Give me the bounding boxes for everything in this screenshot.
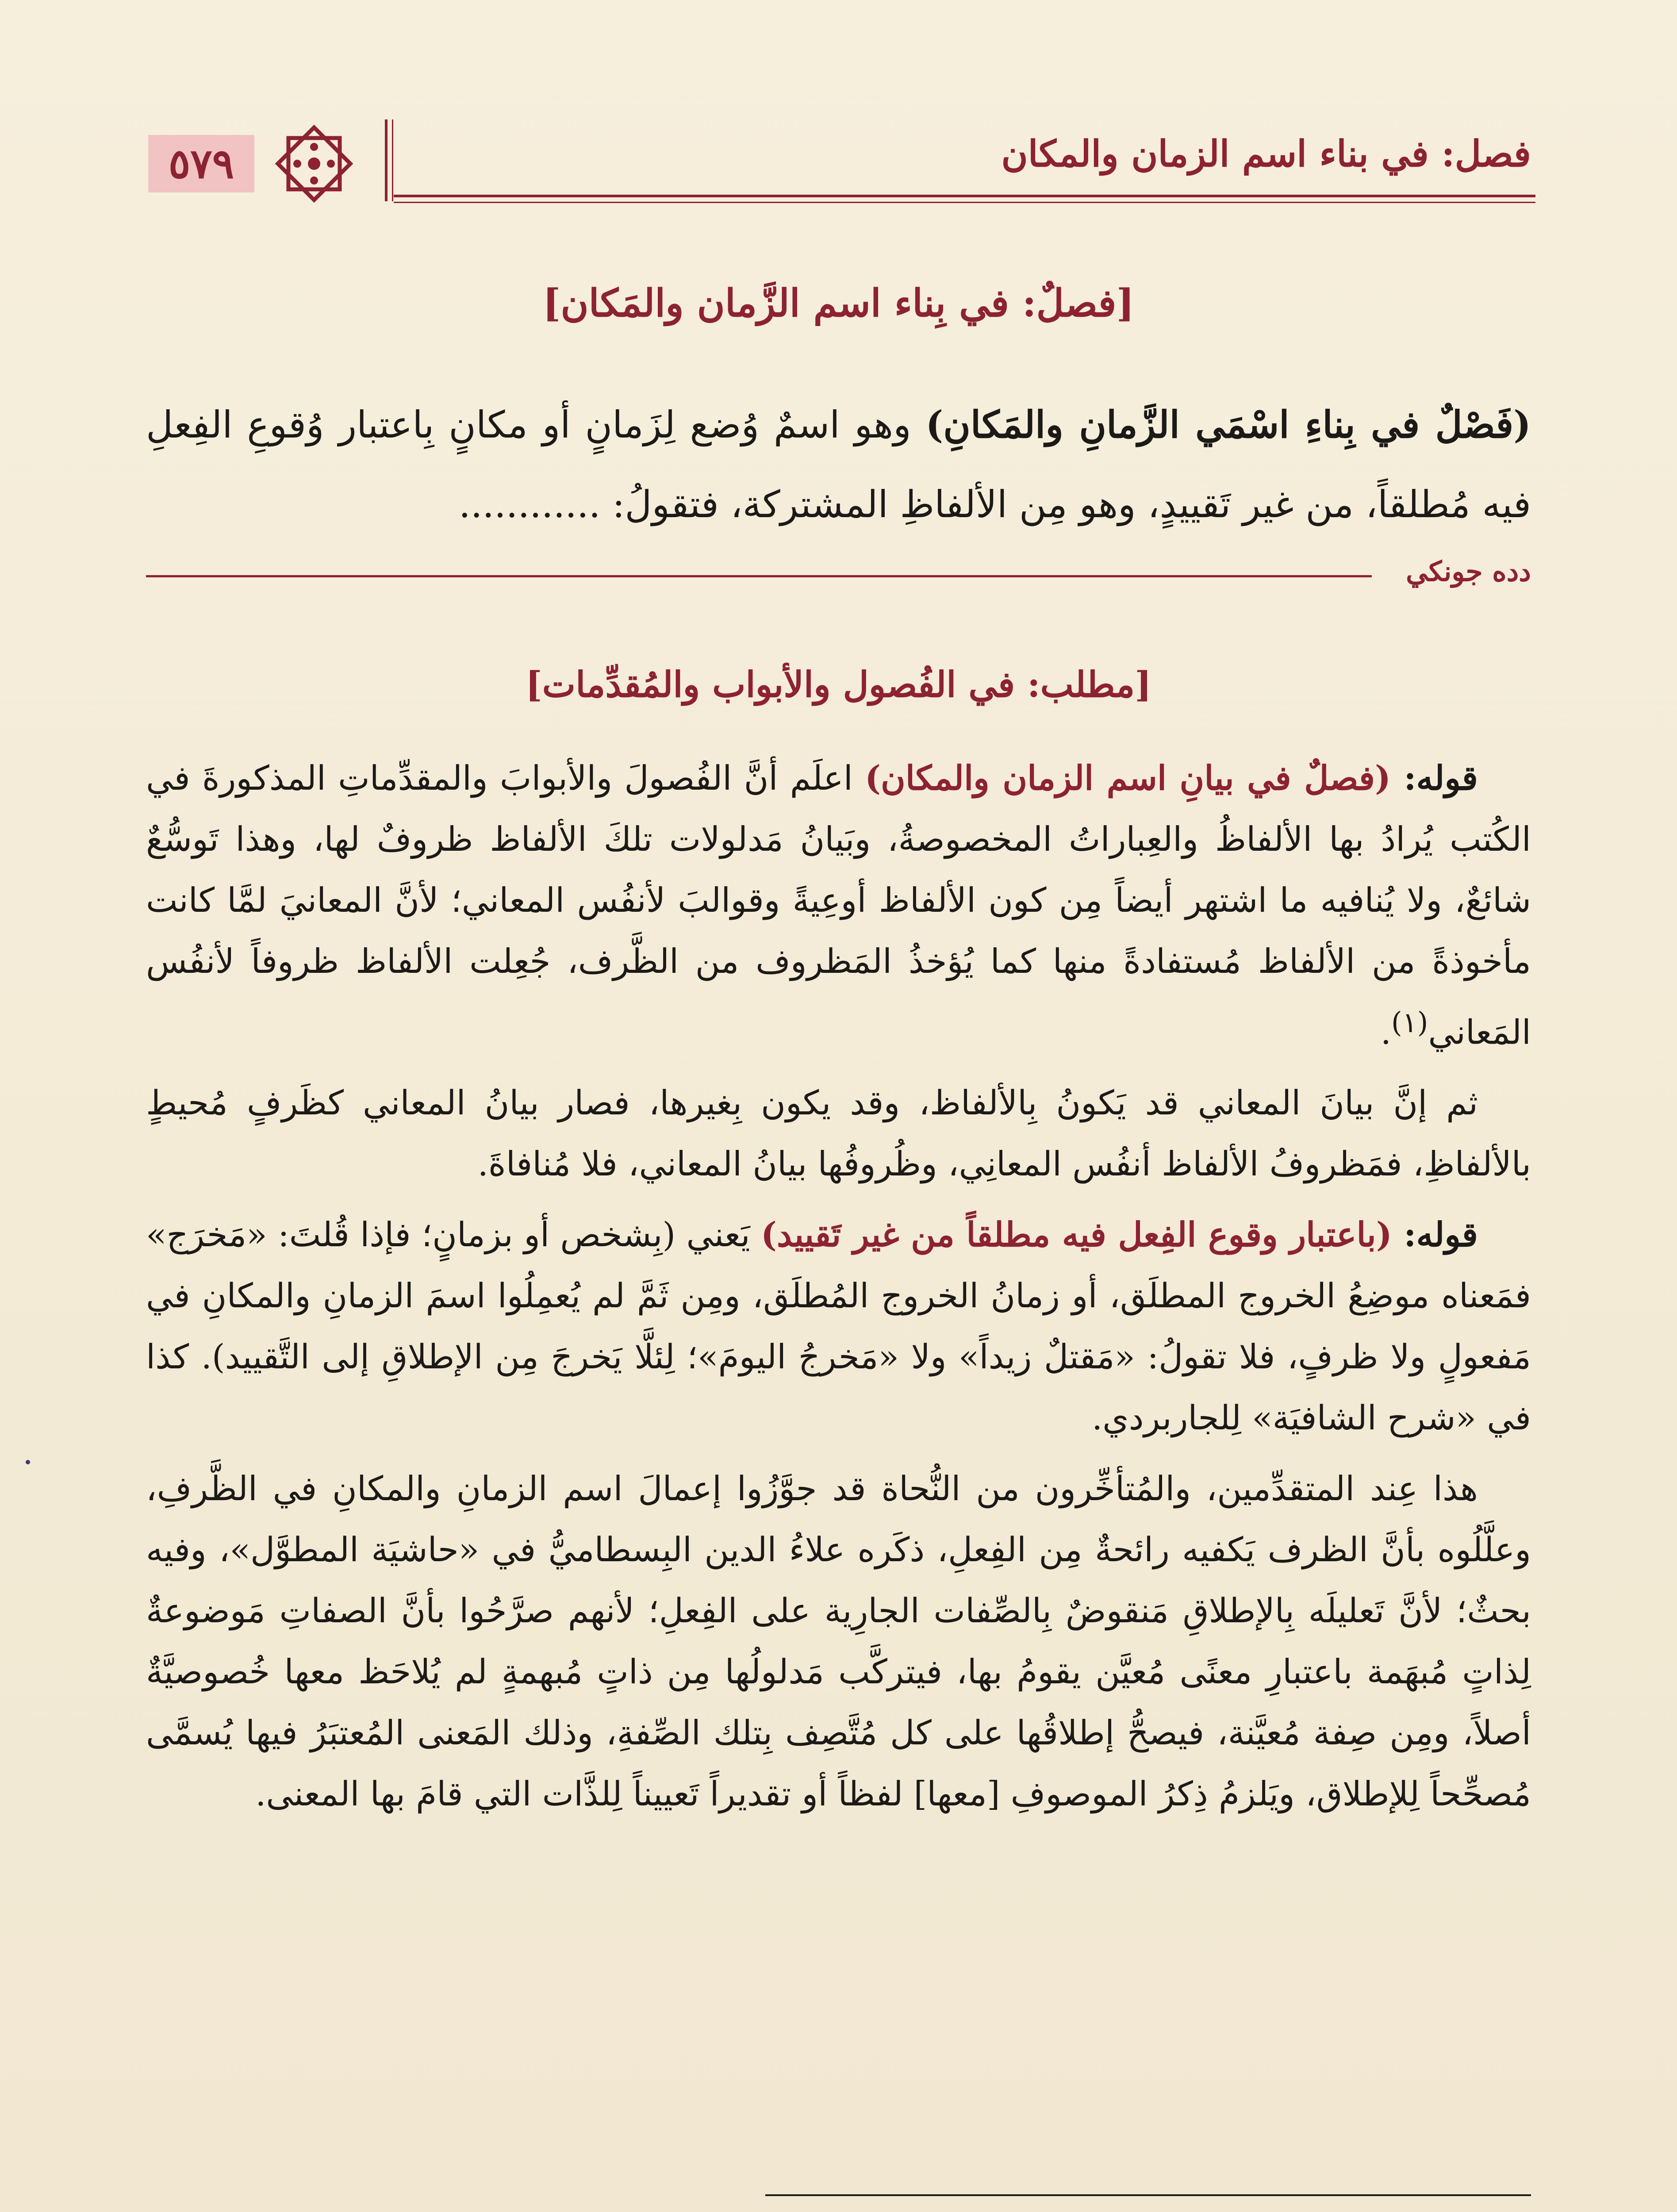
matn-dots: ............ [459,483,613,526]
page-number: ٥٧٩ [148,135,254,192]
matn-text [146,385,1531,544]
octagram-ornament-icon [270,119,358,208]
matn-opening: (فَصْلٌ في بِناءِ اسْمَي الزَّمانِ والمَكانِ) [925,403,1531,446]
qawl-label: قوله: [1392,1215,1478,1255]
running-head: فصل: في بناء اسم الزمان والمكان [1001,133,1531,175]
commentary-paragraph-2: ثم إنَّ بيانَ المعاني قد يَكونُ بِالألفاظ، وقد يكون بِغيرها، فصار بيانُ المعاني كظَرفٍ مُحيطٍ بالألفاظِ، فمَظروفُ الألفاظ أنفُس المعانِي، وظُروفُها بيانُ المعاني، فلا مُنافاةَ. [146,1083,1531,1184]
qawl-label: قوله: [1390,758,1478,798]
footnote-reference[interactable]: (١) [1391,1006,1428,1039]
footnote-rule [765,2194,1531,2196]
header-rule [394,195,1535,203]
margin-ink-dot [26,1460,30,1464]
matn-body: وهو اسمٌ وُضع لِزَمانٍ أو مكانٍ بِاعتبار وُقوعِ الفِعلِ فيه مُطلقاً، من غير تَقييدٍ، وهو مِن الألفاظِ المشتركة، فتقولُ: [146,403,1531,526]
subtitle: [مطلب: في الفُصول والأبواب والمُقدِّمات] [525,664,1152,705]
paragraph-text: يَعني (بِشخص أو بزمانٍ؛ فإذا قُلتَ: «مَخرَج» فمَعناه موضِعُ الخروج المطلَق، أو زمانُ الخروج المُطلَق، ومِن ثَمَّ لم يُعمِلُوا اسمَ الزمانِ والمكانِ في مَفعولٍ ولا ظرفٍ، فلا تقولُ: «مَقتلٌ زيداً» ولا «مَخرجُ اليومَ»؛ لِئلَّا يَخرجَ مِن الإطلاقِ إلى التَّقييد). كذا في «شرح الشافيَة» لِلجاربردي. [146,1215,1531,1438]
commentary-paragraph-3 [146,1204,1531,1448]
quoted-matn: (باعتبار وقوع الفِعل فيه مطلقاً من غير تَقييد) [760,1215,1392,1255]
quoted-matn: (فصلٌ في بيانِ اسم الزمان والمكان) [865,758,1391,798]
commentator-divider [146,555,1531,591]
commentator-name: دده جونكي [1406,555,1531,588]
commentary-paragraph-4: هذا عِند المتقدِّمين، والمُتأخِّرون من النُّحاة قد جوَّزُوا إعمالَ اسم الزمانِ والمكانِ في الظَّرفِ، وعلَّلُوه بأنَّ الظرف يَكفيه رائحةٌ مِن الفِعلِ، ذكَره علاءُ الدين البِسطاميُّ في «حاشيَة المطوَّل»، وفيه بحثٌ؛ لأنَّ تَعليلَه بِالإطلاقِ مَنقوضٌ بِالصِّفات الجارِية على الفِعلِ؛ لأنهم صرَّحُوا بأنَّ الصفاتِ مَوضوعةٌ لِذاتٍ مُبهَمة باعتبارِ معنًى مُعيَّن يقومُ بها، فيتركَّب مَدلولُها مِن ذاتٍ مُبهمةٍ لم يُلاحَظ معها خُصوصيَّةٌ أصلاً، ومِن صِفة مُعيَّنة، فيصحُّ إطلاقُها على كل مُتَّصِف بِتلك الصِّفةِ، وذلك المَعنى المُعتبَرُ فيها يُسمَّى مُصحِّحاً لِلإطلاق، ويَلزمُ ذِكرُ الموصوفِ [معها] لفظاً أو تقديراً تَعييناً لِلذَّات التي قامَ بها المعنى. [146,1469,1531,1814]
commentary [146,748,1531,1834]
section-title: [فصلٌ: في بِناء اسم الزَّمان والمَكان] [542,281,1135,326]
commentary-paragraph-1: قوله: (فصلٌ في بيانِ اسم الزمان والمكان) اعلَم أنَّ الفُصولَ والأبوابَ والمقدِّماتِ المذكورةَ في الكُتب يُرادُ بها الألفاظُ والعِباراتُ المخصوصةُ، وبَيانُ مَدلولات تلكَ الألفاظ ظروفٌ لها، وهذا تَوسُّعٌ شائعٌ، ولا يُنافيه ما اشتهر أيضاً مِن كون الألفاظ أوعِيةً وقوالبَ لأنفُس المعاني؛ لأنَّ المعانيَ لمَّا كانت مأخوذةً من الألفاظ مُستفادةً منها كما يُؤخذُ المَظروف من الظَّرف، جُعِلت الألفاظ ظروفاً لأنفُس المَعاني$^{(١)}$. [146,758,1531,1052]
divider-line [146,575,1372,577]
header-rule-vertical [385,119,393,201]
paragraph-text: اعلَم أنَّ الفُصولَ والأبوابَ والمقدِّماتِ المذكورةَ في الكُتب يُرادُ بها الألفاظُ والعِباراتُ المخصوصةُ، وبَيانُ مَدلولات تلكَ الألفاظ ظروفٌ لها، وهذا تَوسُّعٌ شائعٌ، ولا يُنافيه ما اشتهر أيضاً مِن كون الألفاظ أوعِيةً وقوالبَ لأنفُس المعاني؛ لأنَّ المعانيَ لمَّا كانت مأخوذةً من الألفاظ مُستفادةً منها كما يُؤخذُ المَظروف من الظَّرف، جُعِلت الألفاظ ظروفاً لأنفُس المَعاني [146,758,1531,1052]
